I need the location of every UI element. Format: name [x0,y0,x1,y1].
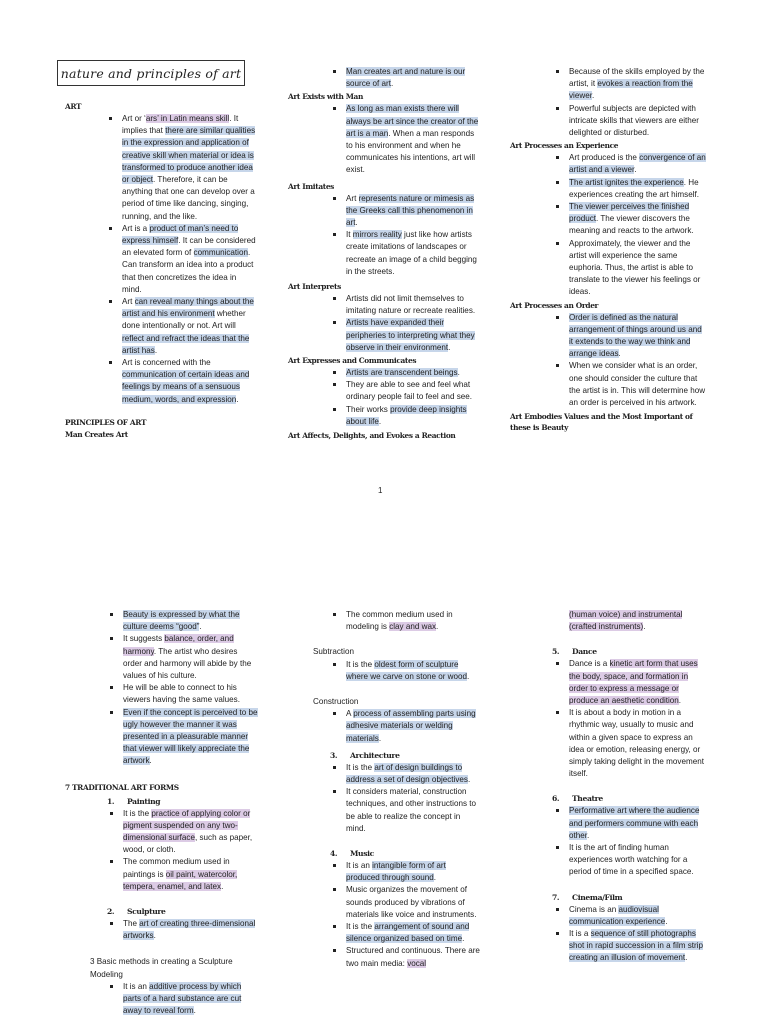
numbered-heading-architecture: 3. Architecture [330,750,400,760]
list-item: Their works provide deep insights about life. [346,404,480,428]
list-item: It is a sequence of still photographs shot in rapid succession in a film strip creating an illusion of movement. [569,928,706,965]
list-item: Artists are transcendent beings. [346,367,480,379]
numbered-heading-theatre: 6. Theatre [552,794,603,804]
page-1 [0,0,768,505]
list-item: Powerful subjects are depicted with intricate skills that viewers are either delighted or disturbed. [569,103,706,140]
page1-column-1 [65,100,258,441]
page2-column-2 [288,609,480,970]
list-item: The common medium used in modeling is clay and wax. [346,609,480,633]
numbered-heading-music: 4. Music [330,849,374,859]
text-subtraction: Subtraction [313,647,354,657]
list-item: Dance is a kinetic art form that uses the body, space, and formation in order to express a message or produce an aesthetic condition. [569,658,706,707]
text-modeling: Modeling [90,969,123,979]
list-item: It considers material, construction techniques, and other instructions to be able to realize the concept in mind. [346,786,480,835]
page2-column-3 [510,609,706,965]
list-item: The viewer perceives the finished product. The viewer discovers the meaning and reacts to the artwork. [569,201,706,238]
heading-art-processes-an-experience: Art Processes an Experience [510,141,619,151]
list-item: The art of creating three-dimensional artworks. [123,918,258,942]
page1-column-2 [288,66,480,442]
list-item: Even if the concept is perceived to be ugly however the manner it was presented in a pleasurable manner that viewer will likely appreciate the artwork. [123,707,258,768]
text-construction: Construction [313,697,359,707]
heading-art: ART [65,102,82,111]
heading-7-traditional-art-forms: 7 TRADITIONAL ART FORMS [65,782,179,792]
list-item: Artists have expanded their peripheries to interpreting what they observe in their environment. [346,317,480,354]
list-item: It is the practice of applying color or pigment suspended on any two-dimensional surface, such as paper, wood, or cloth. [123,808,258,857]
list-item: A process of assembling parts using adhesive materials or welding materials. [346,708,480,745]
numbered-heading-sculpture: 2. Sculpture [107,907,166,917]
list-item: It mirrors reality just like how artists create imitations of landscapes or recreate an image of a child begging in the streets. [346,229,480,278]
numbered-heading-dance: 5. Dance [552,647,597,657]
list-item: Structured and continuous. There are two main media: vocal [346,945,480,969]
page-number: 1 [378,486,383,495]
list-item: Approximately, the viewer and the artist will experience the same euphoria. Thus, the artist is able to translate to the viewer his feelings or ideas. [569,238,706,299]
heading-man-creates-art: Man Creates Art [65,429,128,439]
list-item: It is the oldest form of sculpture where we carve on stone or wood. [346,659,480,683]
text-sculpture-methods: 3 Basic methods in creating a Sculpture [90,957,233,967]
list-item: He will be able to connect to his viewers having the same values. [123,682,258,706]
list-item: It is the arrangement of sound and silence organized based on time. [346,921,480,945]
list-item: It suggests balance, order, and harmony. The artist who desires order and harmony will abide by the values of his culture. [123,633,258,682]
list-item: The common medium used in paintings is oil paint, watercolor, tempera, enamel, and latex. [123,856,258,893]
heading-art-interprets: Art Interprets [288,282,341,292]
list-item: Art is a product of man’s need to express himself. It can be considered an elevated form of communication. Can transform an idea into a product that then concretizes the idea in mind. [122,223,258,296]
list-item: It is about a body in motion in a rhythmic way, usually to music and within a given space to express an idea or emotion, releasing energy, or simply taking delight in the movement itself. [569,707,706,780]
heading-art-processes-an-order: Art Processes an Order [510,300,599,310]
page2-column-1 [65,609,258,1017]
list-item: Art is concerned with the communication of certain ideas and feelings by means of a sensuous medium, words, and expression. [122,357,258,406]
list-item: Art can reveal many things about the artist and his environment whether done intentionally or not. Art will reflect and refract the ideas that the artist has. [122,296,258,357]
list-item: It is the art of design buildings to address a set of design objectives. [346,762,480,786]
continued-text: (human voice) and instrumental (crafted instruments). [569,610,683,632]
list-item: It is an additive process by which parts of a hard substance are cut away to reveal form. [123,981,258,1018]
list-item: Artists did not limit themselves to imitating nature or recreate realities. [346,293,480,317]
list-item: Performative art where the audience and performers commune with each other. [569,805,706,842]
numbered-heading-painting: 1. Painting [107,796,161,806]
list-item: Music organizes the movement of sounds produced by vibrations of materials like voice and instruments. [346,884,480,921]
list-item: They are able to see and feel what ordinary people fail to feel and see. [346,379,480,403]
page-2 [0,600,768,1024]
heading-principles-of-art: PRINCIPLES OF ART [65,417,147,427]
heading-art-embodies-values: Art Embodies Values and the Most Important of these is Beauty [510,412,693,433]
list-item: When we consider what is an order, one should consider the culture that the artist is in. This will determine how an order is perceived in his artwork. [569,360,706,409]
list-item: Because of the skills employed by the artist, it evokes a reaction from the viewer. [569,66,706,103]
list-item: The artist ignites the experience. He experiences creating the art himself. [569,177,706,201]
list-item: Art produced is the convergence of an artist and a viewer. [569,152,706,176]
heading-art-imitates: Art Imitates [288,181,334,191]
list-item: Man creates art and nature is our source of art. [346,66,480,90]
heading-art-exists-with-man: Art Exists with Man [288,92,363,102]
list-item: Beauty is expressed by what the culture deems “good”. [123,609,258,633]
heading-art-affects-delights-evokes: Art Affects, Delights, and Evokes a Reaction [288,431,456,441]
list-item: It is the art of finding human experiences worth watching for a period of time in a specified space. [569,842,706,879]
document-title: nature and principles of art [57,60,245,86]
list-item: Art or ‘ars’ in Latin means skill. It implies that there are similar qualities in the expression and application of creative skill when material or idea is transformed to produce another idea or object. Therefore, it can be anything that one can develop over a period of time like dancing, singing, running, and the like. [122,113,258,223]
list-item: Art represents nature or mimesis as the Greeks call this phenomenon in art. [346,193,480,230]
numbered-heading-cinema-film: 7. Cinema/Film [552,892,623,902]
list-item: Order is defined as the natural arrangement of things around us and it extends to the way we think and arrange ideas. [569,312,706,361]
page1-column-3 [510,66,706,434]
heading-art-expresses-and-communicates: Art Expresses and Communicates [288,356,417,366]
list-item: As long as man exists there will always be art since the creator of the art is a man. When a man responds to his environment and when he communicates his intentions, art will exist. [346,103,480,176]
list-item: It is an intangible form of art produced through sound. [346,860,480,884]
list-item: Cinema is an audiovisual communication experience. [569,904,706,928]
